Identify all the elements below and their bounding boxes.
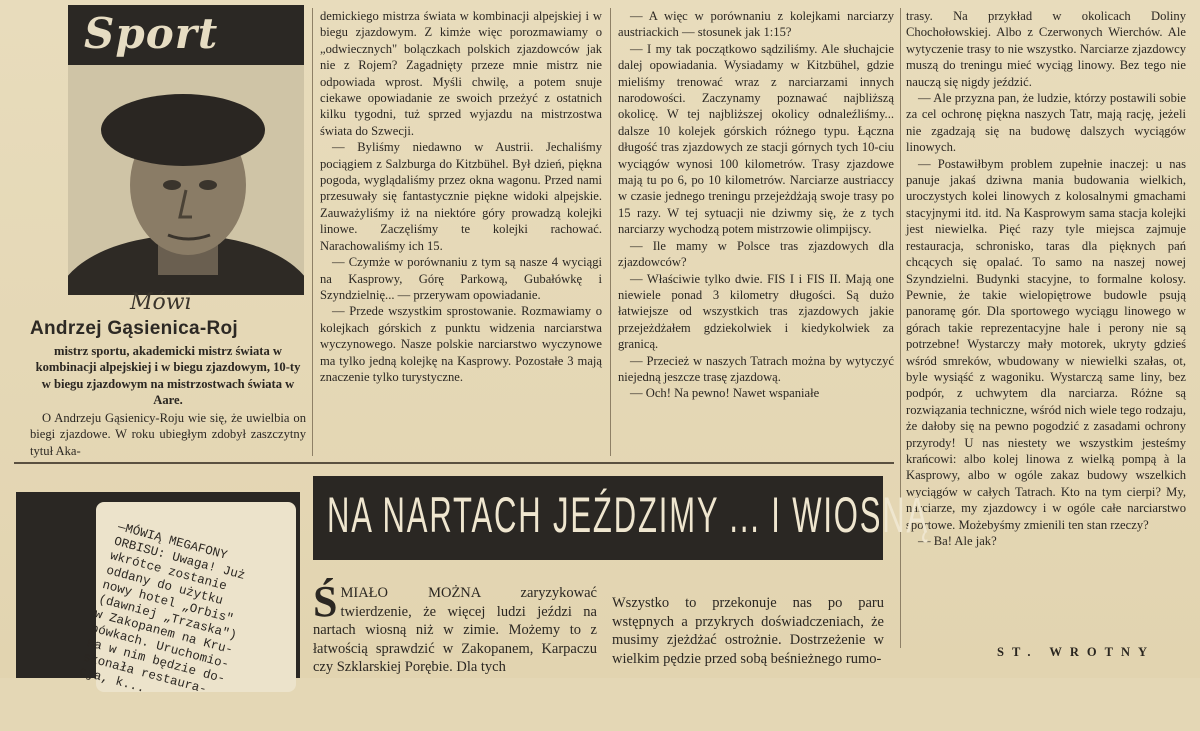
column-3 [618,8,894,402]
article-headline-box [313,476,930,560]
paragraph: — Czymże w porównaniu z tym są nasze 4 wyciągi na Kasprowy, Górę Parkową, Gubałówkę i Szyndzielnię... — przerywam opowiadanie. [320,255,602,302]
column-1-lead [30,410,306,459]
portrait-image [68,65,304,295]
column-2 [320,8,602,385]
paragraph: trasy. Na przykład w okolicach Doliny Chochołowskiej. Albo z Czerwonych Wierchów. Ale wytyczenie trasy to nie wszystko. Narciarze zjazdowcy muszą do treningu mieć wyciąg linowy. Bez tego nie nauczą się nigdy jeździć. [906,9,1186,89]
column-divider [312,8,313,456]
paragraph: — Właściwie tylko dwie. FIS I i FIS II. Mają one niewiele ponad 3 kilometry długości. Są dużo łatwiejsze od wszystkich tras zjazdowych jakie przejeżdżałem gdziekolwiek i kiedykolwiek za granicą. [618,271,894,352]
author-name: Andrzej Gąsienica-Roj [30,318,238,339]
article-headline: NA NARTACH JEŹDZIMY ... I WIOSNĄ [327,487,930,543]
paragraph: — Przede wszystkim sprostowanie. Rozmawiamy o kolejkach górskich z punktu widzenia narciarstwa wyczynowego. Nasze polskie narciarstwo wyczynowe ma tylko jedną kolejkę na Kasprowy. Pozostałe 3 mają znaczenie tylko turystyczne. [320,304,602,384]
paragraph: — Postawiłbym problem zupełnie inaczej: u nas panuje jakaś dziwna mania budowania wielkich, uroczystych kolei linowych z kolosalnymi gmachami stacyjnymi itd. itd. Na Kasprowym sama stacja kolejki jest niewielka. Pięć razy tyle miejsca zajmuje restauracja, schronisko, taras dla pięknych pań chcących się opalać. To samo na naszej nowej Szyndzielni. Budynki stacyjne, to formalne kolosy. Pewnie, że takie wielopiętrowe budowle psują panoramę gór. Dla sportowego wyciągu linowego w górach takie reprezentacyjne hale i perony nie są potrzebne! Wystarczy mały motorek, ukryty gdzieś wśród smreków, wbudowany w niewielki szałas, ot, byle wysiąść z wagoniku. Wystarczą same liny, bez podpór, z uchwytem dla narciarza. Różne są rozwiązania techniczne, wśród nich wiele tego rodzaju, że dałoby się na pewno pogodzić z zasadami ochrony przyrody! U nas niestety we wszystkim jesteśmy krańcowi: albo kolej linowa z wielką pompą à la Kasprowy, albo w ogóle zakaz budowy wszelkich wyciągów w całych Tatrach. Kto na tym cierpi? My, narciarze, my zjazdowcy i w ogóle całe narciarstwo sportowe. Możebyśmy zmienili ten stan rzeczy? [906,156,1186,532]
paragraph: — Ale przyzna pan, że ludzie, którzy postawili sobie za cel ochronę piękna naszych Tatr, mają rację, jeżeli nie zgadzają się na budowę dalszych wyciągów linowych. [906,91,1186,155]
paragraph: — I my tak początkowo sądziliśmy. Ale słuchajcie dalej opowiadania. Wysiadamy w Kitzbühel, gdzie mieliśmy trenować wraz z narciarzami innych narodowości. Zaczynamy poznawać najbliższą okolicę. W tej najbliższej okolicy odnaleźliśmy... dalsze 10 kolejek górskich różnego typu. Łączna długość tras zjazdowych ze stacji górnych tych 10-ciu wyciągów wynosi 100 kilometrów. Trasy zjazdowe mają tu po 6, po 10 kilometrów. Narciarze austriaccy w czasie jednego treningu przejeżdżają swoje trasy po 15 razy. W tej sytuacji nie dziwmy się, że z tych narciarzy wychodzą potem mistrzowie olimpijscy. [618,41,894,237]
author-bio: mistrz sportu, akademicki mistrz świata w kombinacji alpejskiej i w biegu zjazdowym, 10-ty w biegu zjazdowym na mistrzostwach świata w Aare. [35,344,301,408]
section-title: Sport [84,9,219,58]
paragraph: Wszystko to przekonuje nas po paru wstępnych a przykrych doświadczeniach, że musimy zjeżdżać ostrożnie. Dostrzeżenie w wielkim pędzie przed sobą beśnieżnego rumo- [612,595,884,667]
paragraph: demickiego mistrza świata w kombinacji alpejskiej i w biegu zjazdowym. Z kimże więc porozmawiamy o „odwiecznych" bolączkach polskich zjazdowców jak nie z Rojem? Zagadnięty przeze mnie mistrz nie odpowiada wprost. Myśli chwilę, a potem snuje ciekawe opowiadanie ze swoich przeżyć z ostatnich kilku tygodni, tuż sprzed wyjazdu na mistrzostwa świata do Szwecji. [320,9,602,138]
article2-column-2 [612,594,884,668]
paragraph: — A więc w porównaniu z kolejkami narciarzy austriackich — stosunek jak 1:15? [618,9,894,40]
article2-column-1 [313,577,597,677]
ad-text: —MÓWIĄ MEGAFONY ORBISU: Uwaga! Już wkrótce zostanie oddany do użytku nowy hotel „Orbis" (dawniej „Trzaska") w Zakopanem na Kru- pówkach. Uruchomio- na w nim będzie do- skonała restaura- cja, k... [77,520,247,697]
paragraph: — Och! Na pewno! Nawet wspaniałe [630,386,820,401]
drop-cap: Ś [313,577,338,626]
paragraph: — Przecież w naszych Tatrach można by wytyczyć niejedną jeszcze trasę zjazdową. [618,353,894,384]
section-rule [14,462,894,464]
paragraph: — Byliśmy niedawno w Austrii. Jechaliśmy pociągiem z Salzburga do Kitzbühel. Był dzień, piękna pogoda, wyglądaliśmy przez okna wagonu. Przed nami przesuwały się fantastycznie piękne widoki alpejskie. Zauważyliśmy iż na niektóre góry prowadzą kolejki linowe. Zaczęliśmy te kolejki rachować. Narachowaliśmy ich 15. [320,140,602,253]
paragraph: — Ile mamy w Polsce tras zjazdowych dla zjazdowców? [618,238,894,270]
column-divider [610,8,611,456]
column-4 [906,8,1186,549]
sport-section-header [68,5,304,65]
mowi-handwriting: Mówi [130,290,192,315]
paragraph: — Ba! Ale jak? [918,534,997,548]
byline: ST. WROTNY [997,645,1156,659]
author-photo [68,65,304,295]
lead-paragraph: O Andrzeju Gąsienicy-Roju wie się, że uwielbia on biegi zjazdowe. W roku ubiegłym zdobył zaszczytny tytuł Aka- [30,411,306,458]
column-divider [900,8,901,648]
paragraph: MIAŁO MOŻNA zaryzykować twierdzenie, że więcej ludzi jeździ na nartach wiosną niż w zimie. Możemy to z łatwością sprawdzić w Zakopanem, Karpaczu czy Szklarskiej Porębie. Dla tych [313,585,597,675]
